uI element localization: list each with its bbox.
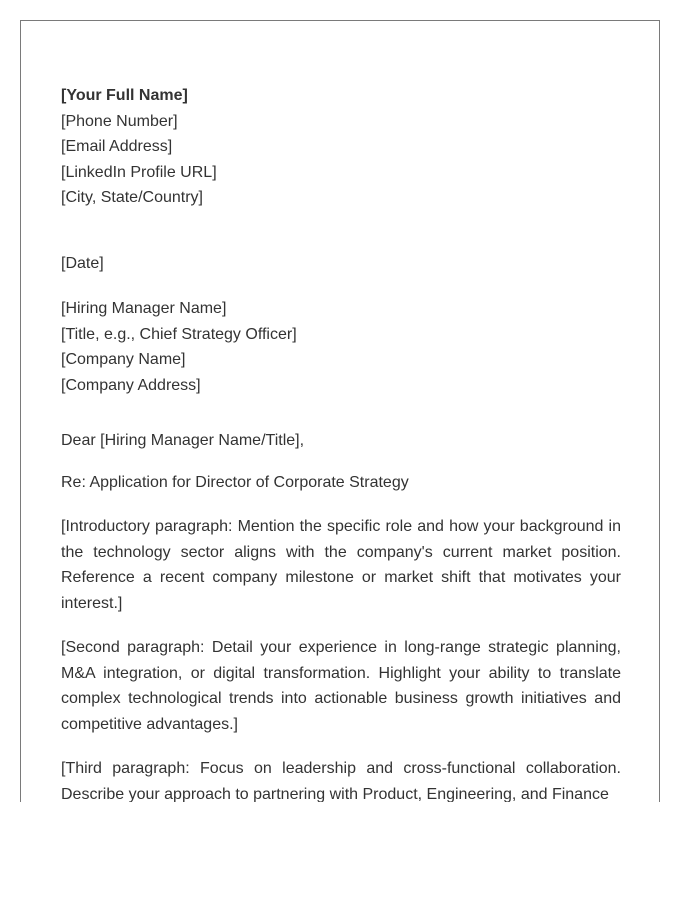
letter-content	[61, 83, 621, 802]
salutation: Dear [Hiring Manager Name/Title],	[61, 432, 305, 449]
letter-date: [Date]	[61, 254, 104, 272]
recipient-title: [Title, e.g., Chief Strategy Officer]	[61, 325, 297, 343]
recipient-name: [Hiring Manager Name]	[61, 300, 227, 317]
subject-block	[61, 470, 621, 496]
sender-name: [Your Full Name]	[61, 87, 188, 104]
third-paragraph: [Third paragraph: Focus on leadership and cross-functional collaboration. Describe your approach to partnering with Product, Engineering, and Finance	[61, 760, 621, 802]
recipient-company: [Company Name]	[61, 351, 186, 368]
sender-block	[61, 83, 621, 211]
second-paragraph: [Second paragraph: Detail your experience in long-range strategic planning, M&A integration, or digital transformation. Highlight your ability to translate complex technological trends into actionable business growth initiatives and competitive advantages.]	[61, 639, 621, 733]
salutation-block	[61, 428, 621, 454]
document-page	[20, 20, 660, 802]
date-block	[61, 251, 621, 277]
intro-paragraph: [Introductory paragraph: Mention the specific role and how your background in the technology sector aligns with the company's current market position. Reference a recent company milestone or market shift that motivates your interest.]	[61, 518, 621, 612]
sender-location: [City, State/Country]	[61, 189, 203, 206]
sender-email: [Email Address]	[61, 138, 173, 155]
sender-linkedin: [LinkedIn Profile URL]	[61, 163, 217, 181]
subject-line: Re: Application for Director of Corporate Strategy	[61, 473, 409, 491]
sender-phone: [Phone Number]	[61, 112, 178, 130]
recipient-address: [Company Address]	[61, 376, 201, 394]
recipient-block	[61, 296, 621, 398]
